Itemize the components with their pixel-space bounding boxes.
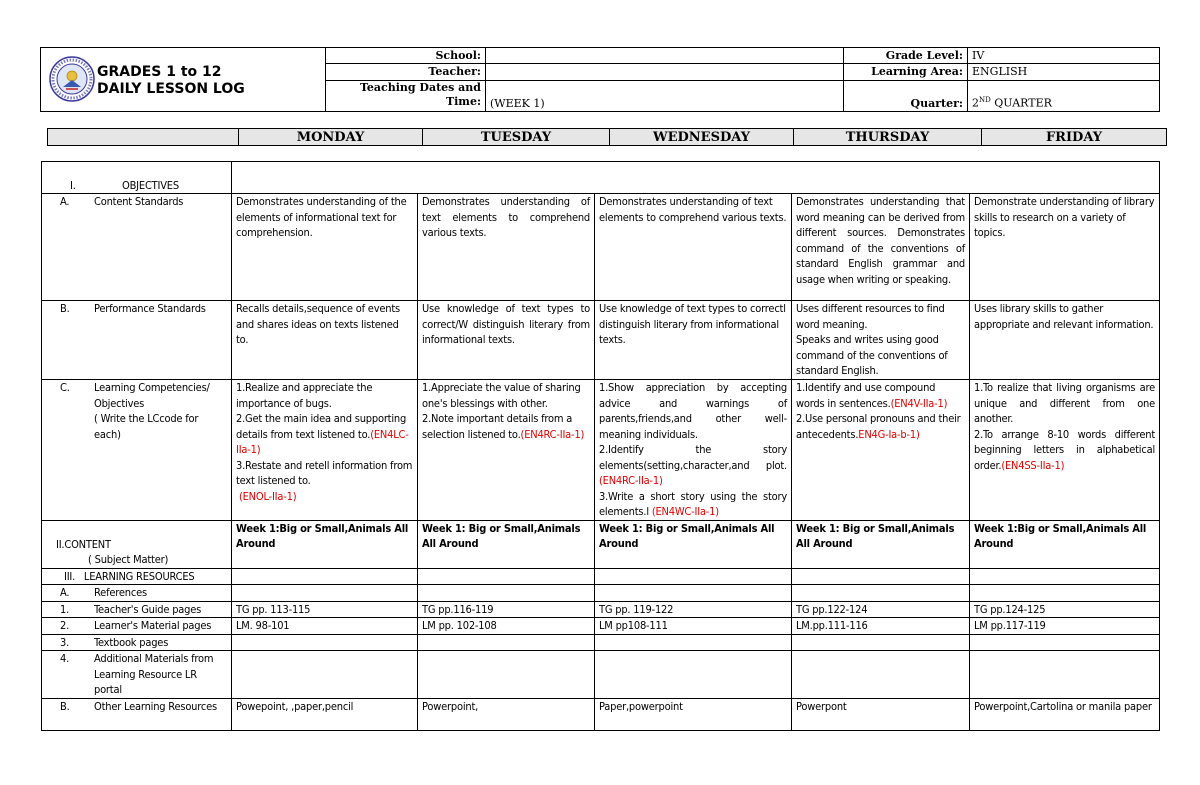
wednesday-competency-2-code: (EN4RC-IIa-1) — [599, 474, 663, 487]
friday-competency-2-code: (EN4SS-IIa-1) — [1001, 458, 1065, 472]
textbook-text: Textbook pages — [94, 635, 169, 649]
grade-level-label: Grade Level: — [844, 48, 968, 64]
content-wednesday: Week 1: Big or Small,Animals All Around — [595, 520, 792, 568]
competencies-friday — [970, 380, 1160, 521]
learners-material-row — [42, 618, 1160, 635]
quarter-label: Quarter: — [844, 80, 968, 112]
references-label — [42, 585, 232, 602]
teacher-value[interactable] — [486, 64, 844, 80]
resources-heading-thursday — [792, 568, 970, 585]
wednesday-competency-3-code: (EN4WC-IIa-1) — [651, 505, 719, 518]
textbook-friday — [970, 634, 1160, 651]
lesson-log-table — [41, 161, 1160, 731]
day-tuesday: TUESDAY — [423, 129, 610, 146]
monday-competency-1: 1.Realize and appreciate the importance of bugs. — [236, 381, 373, 410]
days-header-table — [47, 128, 1167, 146]
friday-competency-2 — [974, 427, 1155, 474]
objectives-heading-blank — [232, 162, 1160, 194]
other-resources-friday: Powerpoint,Cartolina or manila paper — [970, 699, 1160, 731]
competencies-wednesday — [595, 380, 792, 521]
references-friday — [970, 585, 1160, 602]
performance-standards-thursday — [792, 301, 970, 380]
teachers-guide-text: Teacher's Guide pages — [94, 602, 202, 616]
other-resources-wednesday: Paper,powerpoint — [595, 699, 792, 731]
learners-material-friday: LM pp.117-119 — [970, 618, 1160, 635]
teachers-guide-wednesday: TG pp. 119-122 — [595, 601, 792, 618]
textbook-wednesday — [595, 634, 792, 651]
textbook-number: 3. — [60, 635, 70, 649]
learners-material-wednesday: LM pp108-111 — [595, 618, 792, 635]
wednesday-competency-2-text: 2.Identify the story elements(setting,character,and plot. — [599, 443, 787, 472]
header-table — [40, 47, 1160, 112]
references-tuesday — [418, 585, 595, 602]
thursday-competency-2-text: 2.Use personal pronouns and their antecedents. — [796, 412, 961, 441]
monday-competency-2-text: 2.Get the main idea and supporting details from text listened to. — [236, 412, 407, 441]
friday-competency-1: 1.To realize that living organisms are unique and different from one another. — [974, 381, 1156, 425]
quarter-ordinal: ND — [979, 96, 991, 105]
textbook-thursday — [792, 634, 970, 651]
content-standards-row — [42, 194, 1160, 301]
competencies-number: C. — [60, 381, 70, 394]
references-wednesday — [595, 585, 792, 602]
objectives-heading — [42, 162, 232, 194]
content-friday: Week 1:Big or Small,Animals All Around — [970, 520, 1160, 568]
other-resources-thursday: Powerpont — [792, 699, 970, 731]
deped-seal-icon — [49, 56, 95, 102]
objectives-heading-text: OBJECTIVES — [122, 178, 179, 192]
wednesday-competency-2 — [599, 442, 787, 489]
performance-standards-tuesday: Use knowledge of text types to correct/W distinguish literary from informational texts. — [418, 301, 595, 380]
monday-competency-3-text: 3.Restate and retell information from text listened to. — [236, 458, 413, 487]
teachers-guide-row — [42, 601, 1160, 618]
monday-competency-2 — [236, 411, 413, 458]
other-resources-monday: Powepoint, ,paper,pencil — [232, 699, 418, 731]
wednesday-competency-3 — [599, 489, 787, 520]
content-standards-text: Content Standards — [94, 195, 184, 208]
competencies-tuesday — [418, 380, 595, 521]
competencies-subtext: ( Write the LCcode for each) — [94, 412, 199, 441]
learners-material-label — [42, 618, 232, 635]
wednesday-competency-1: 1.Show appreciation by accepting advice and warnings of parents,friends,and other well-meaning individuals. — [599, 381, 787, 441]
content-monday: Week 1:Big or Small,Animals All Around — [232, 520, 418, 568]
teachers-guide-monday: TG pp. 113-115 — [232, 601, 418, 618]
textbook-tuesday — [418, 634, 595, 651]
additional-materials-label — [42, 651, 232, 699]
tuesday-competency-2 — [422, 411, 590, 442]
performance-standards-wednesday: Use knowledge of text types to correctl distinguish literary from informational texts. — [595, 301, 792, 380]
other-resources-tuesday: Powerpoint, — [418, 699, 595, 731]
textbook-label — [42, 634, 232, 651]
learners-material-monday: LM. 98-101 — [232, 618, 418, 635]
quarter-number: 2 — [972, 97, 979, 110]
teacher-label: Teacher: — [326, 64, 486, 80]
school-value[interactable] — [486, 48, 844, 64]
quarter-text: QUARTER — [994, 97, 1052, 110]
learners-material-text: Learner's Material pages — [94, 619, 212, 632]
objectives-heading-row — [42, 162, 1160, 194]
references-number: A. — [60, 586, 70, 599]
teaching-dates-label-line-1: Teaching Dates and — [359, 80, 481, 94]
performance-standards-row — [42, 301, 1160, 380]
performance-standards-text: Performance Standards — [94, 302, 206, 315]
textbook-monday — [232, 634, 418, 651]
content-standards-friday: Demonstrate understanding of library skills to research on a variety of topics. — [970, 194, 1160, 301]
title-line-1: GRADES 1 to 12 — [97, 64, 222, 80]
competencies-thursday — [792, 380, 970, 521]
document-title — [97, 64, 245, 98]
grade-level-value[interactable]: IV — [968, 48, 1160, 64]
references-row — [42, 585, 1160, 602]
resources-heading-friday — [970, 568, 1160, 585]
wednesday-competency-3-text: 3.Write a short story using the story elements.l — [599, 489, 787, 518]
additional-materials-wednesday — [595, 651, 792, 699]
performance-standards-thursday-line-2: Speaks and writes using good command of the conventions of standard English. — [796, 333, 948, 377]
references-text: References — [94, 586, 147, 599]
content-standards-number: A. — [60, 195, 70, 208]
other-resources-number: B. — [60, 700, 70, 713]
textbook-row — [42, 634, 1160, 651]
day-thursday: THURSDAY — [794, 129, 982, 146]
references-monday — [232, 585, 418, 602]
school-label: School: — [326, 48, 486, 64]
other-resources-text: Other Learning Resources — [94, 700, 217, 713]
objectives-heading-number: I. — [70, 178, 76, 192]
additional-materials-monday — [232, 651, 418, 699]
days-header-blank — [48, 129, 239, 146]
additional-materials-row — [42, 651, 1160, 699]
performance-standards-thursday-line-1: Uses different resources to find word meaning. — [796, 302, 945, 331]
teachers-guide-number: 1. — [60, 602, 70, 616]
performance-standards-friday: Uses library skills to gather appropriate and relevant information. — [970, 301, 1160, 380]
additional-materials-thursday — [792, 651, 970, 699]
title-line-2: DAILY LESSON LOG — [97, 81, 245, 97]
day-wednesday: WEDNESDAY — [610, 129, 794, 146]
additional-materials-text: Additional Materials from Learning Resource LR portal — [94, 652, 214, 696]
learners-material-tuesday: LM pp. 102-108 — [418, 618, 595, 635]
performance-standards-label — [42, 301, 232, 380]
day-friday: FRIDAY — [982, 129, 1167, 146]
competencies-row — [42, 380, 1160, 521]
additional-materials-tuesday — [418, 651, 595, 699]
teachers-guide-friday: TG pp.124-125 — [970, 601, 1160, 618]
teaching-dates-label — [326, 80, 486, 112]
content-label — [42, 520, 232, 568]
learning-area-label: Learning Area: — [844, 64, 968, 80]
content-standards-tuesday: Demonstrates understanding of text elements to comprehend various texts. — [418, 194, 595, 301]
learners-material-number: 2. — [60, 619, 70, 632]
tuesday-competency-2-text: 2.Note important details from a selection listened to. — [422, 412, 573, 441]
teachers-guide-tuesday: TG pp.116-119 — [418, 601, 595, 618]
resources-heading-monday — [232, 568, 418, 585]
teachers-guide-label — [42, 601, 232, 618]
content-tuesday: Week 1: Big or Small,Animals All Around — [418, 520, 595, 568]
additional-materials-number: 4. — [60, 652, 70, 665]
resources-heading-tuesday — [418, 568, 595, 585]
other-resources-row — [42, 699, 1160, 731]
content-label-text: II.CONTENT — [56, 537, 111, 551]
thursday-competency-1 — [796, 380, 965, 411]
resources-heading: III. LEARNING RESOURCES — [42, 568, 232, 585]
content-standards-wednesday: Demonstrates understanding of text elements to comprehend various texts. — [595, 194, 792, 301]
content-row — [42, 520, 1160, 568]
content-standards-thursday: Demonstrates understanding that word meaning can be derived from different sources. Demonstrates command of the conventions of standard English grammar and usage when writing or speaking. — [792, 194, 970, 301]
performance-standards-number: B. — [60, 302, 70, 315]
friday-competency-2-text: 2.To arrange 8-10 words different beginning letters in alphabetical order. — [974, 427, 1156, 472]
resources-heading-row — [42, 568, 1160, 585]
content-sublabel: ( Subject Matter) — [88, 553, 169, 566]
monday-competency-3 — [236, 458, 413, 505]
performance-standards-monday: Recalls details,sequence of events and shares ideas on texts listened to. — [232, 301, 418, 380]
learners-material-thursday: LM.pp.111-116 — [792, 618, 970, 635]
quarter-value[interactable] — [968, 80, 1160, 112]
thursday-competency-2-code: EN4G-Ia-b-1) — [858, 427, 920, 441]
content-standards-monday: Demonstrates understanding of the elements of informational text for comprehension. — [232, 194, 418, 301]
resources-heading-wednesday — [595, 568, 792, 585]
teachers-guide-thursday: TG pp.122-124 — [792, 601, 970, 618]
tuesday-competency-1: 1.Appreciate the value of sharing one's blessings with other. — [422, 381, 581, 410]
additional-materials-friday — [970, 651, 1160, 699]
monday-competency-2-code: (EN4LC-IIa-1) — [236, 427, 409, 456]
content-standards-label — [42, 194, 232, 301]
thursday-competency-1-code: (EN4V-IIa-1) — [890, 396, 948, 410]
thursday-competency-2 — [796, 411, 965, 442]
header-logo-cell — [41, 48, 326, 112]
day-monday: MONDAY — [239, 129, 423, 146]
thursday-competency-1-text: 1.Identify and use compound words in sentences. — [796, 381, 936, 410]
monday-competency-3-code: (ENOL-IIa-1) — [238, 489, 297, 503]
teaching-dates-label-line-2: Time: — [445, 94, 481, 108]
competencies-text: Learning Competencies/ Objectives — [94, 381, 210, 410]
content-thursday: Week 1: Big or Small,Animals All Around — [792, 520, 970, 568]
references-thursday — [792, 585, 970, 602]
teaching-dates-value[interactable]: (WEEK 1) — [486, 80, 844, 112]
tuesday-competency-2-code: (EN4RC-IIa-1) — [520, 427, 585, 441]
competencies-monday — [232, 380, 418, 521]
learning-area-value[interactable]: ENGLISH — [968, 64, 1160, 80]
other-resources-label — [42, 699, 232, 731]
competencies-label — [42, 380, 232, 521]
